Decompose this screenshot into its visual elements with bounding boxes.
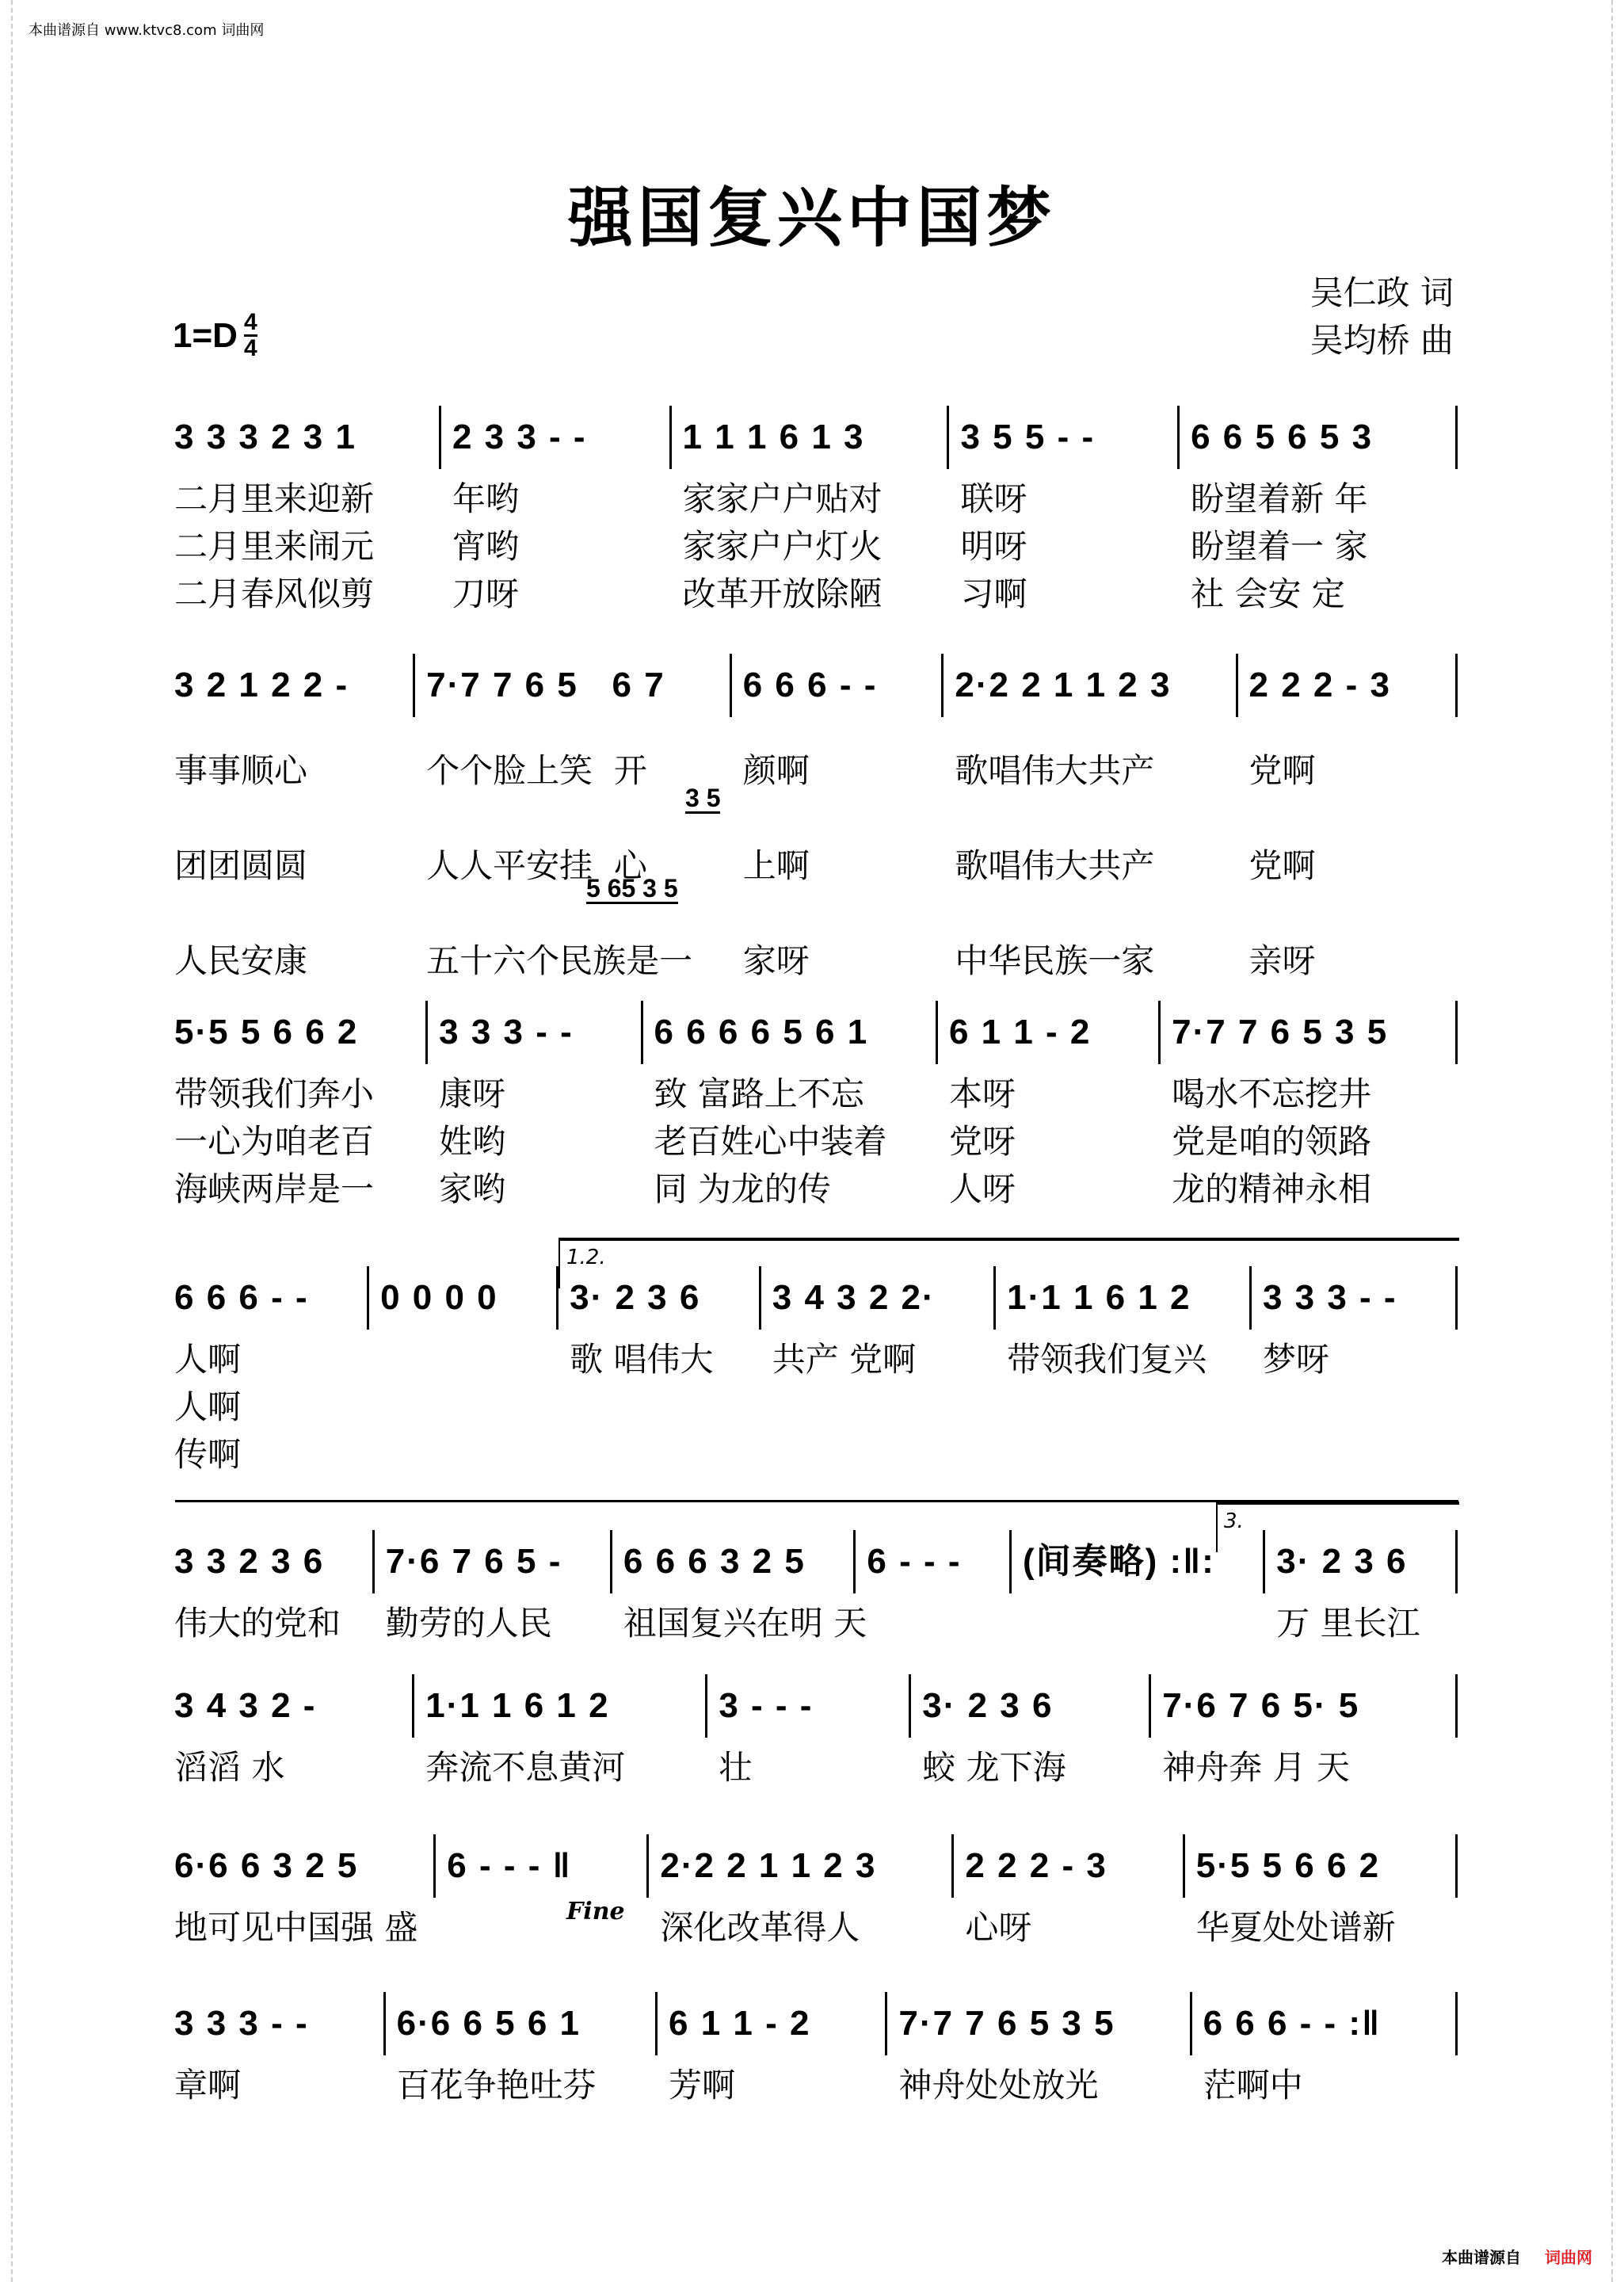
measure bbox=[887, 1992, 1191, 2105]
lyric-line-1: 蛟 龙下海 bbox=[922, 1748, 1066, 1787]
right-margin-border bbox=[1611, 0, 1613, 2282]
left-margin-border bbox=[11, 0, 13, 2282]
measure bbox=[1151, 1674, 1458, 1787]
lyrics-stack bbox=[452, 475, 519, 618]
measure-notes: 3· 2 3 6 bbox=[922, 1686, 1054, 1725]
footer-source: 本曲谱源自 bbox=[1442, 2248, 1521, 2267]
lyric-line-1: 深化改革得人 bbox=[660, 1908, 860, 1947]
lyric-line-1: 梦呀 bbox=[1262, 1340, 1329, 1379]
measure bbox=[672, 406, 950, 613]
lyrics-stack bbox=[1203, 2062, 1303, 2109]
lyrics-stack bbox=[1263, 1336, 1329, 1479]
measure-notes: 7·7 7 6 5 3 5 bbox=[898, 2004, 1115, 2043]
lyrics-stack bbox=[898, 2062, 1098, 2109]
measure-notes: 1 1 1 6 1 3 bbox=[682, 418, 865, 456]
lyric-line-1: 神舟奔 月 天 bbox=[1162, 1748, 1350, 1787]
lyric-line-2: 家家户户灯火 bbox=[682, 527, 883, 566]
lyrics-stack bbox=[1162, 1744, 1350, 1792]
lyric-line-1: 百花争艳吐芬 bbox=[396, 2066, 597, 2105]
lyrics-stack bbox=[1249, 723, 1316, 1009]
time-signature bbox=[244, 311, 257, 361]
lyrics-stack bbox=[772, 1336, 916, 1479]
lyric-line-1: 万 里长江 bbox=[1276, 1604, 1420, 1643]
lyric-line-3 bbox=[1007, 1431, 1207, 1479]
measure-notes: 2 3 3 - - bbox=[452, 418, 587, 456]
lyric-line-1: 致 富路上不忘 bbox=[654, 1074, 864, 1113]
lyric-line-3: 二月春风似剪 bbox=[174, 574, 375, 613]
lyrics-stack bbox=[570, 1336, 713, 1479]
measure bbox=[174, 1992, 386, 2105]
lyric-line-2: 党呀 bbox=[948, 1122, 1016, 1161]
measure bbox=[658, 1992, 887, 2105]
lyric-line-2: 一心为咱老百 bbox=[174, 1122, 375, 1161]
lyrics-stack bbox=[955, 723, 1154, 1009]
measure bbox=[1185, 1834, 1458, 1947]
lyric-line-1: 年哟 bbox=[452, 479, 519, 518]
lyric-line-1: 带领我们复兴 bbox=[1007, 1340, 1207, 1379]
measure-notes: 2 2 2 - 3 bbox=[1248, 666, 1391, 704]
lyrics-stack bbox=[960, 475, 1027, 618]
lyrics-stack bbox=[1172, 1070, 1371, 1213]
lyric-line-2 bbox=[772, 1383, 916, 1431]
lyrics-stack bbox=[683, 475, 883, 618]
measure-notes: 3· 2 3 6 bbox=[570, 1278, 701, 1317]
lyric-line-1: 本呀 bbox=[948, 1074, 1016, 1113]
measure bbox=[174, 1674, 414, 1787]
score-system bbox=[174, 1674, 1458, 1787]
lyric-line-3: 中华民族一家 bbox=[955, 941, 1155, 980]
lyric-line-1: 盼望着新 年 bbox=[1191, 479, 1368, 518]
measure-notes: 3· 2 3 6 bbox=[1276, 1542, 1408, 1581]
lyric-line-1: 勤劳的人民 bbox=[385, 1604, 552, 1643]
measure bbox=[707, 1674, 911, 1787]
volta-bracket bbox=[1216, 1502, 1459, 1552]
measure bbox=[954, 1834, 1184, 1947]
lyrics-stack bbox=[965, 1904, 1031, 1952]
lyric-line-1: 共产 党啊 bbox=[772, 1340, 917, 1379]
lyric-line-1: 喝水不忘挖井 bbox=[1172, 1074, 1372, 1113]
lyrics-stack bbox=[1191, 475, 1367, 618]
lyric-line-3: 改革开放除陋 bbox=[682, 574, 883, 613]
time-bottom: 4 bbox=[243, 335, 257, 361]
measure bbox=[436, 1834, 649, 1898]
measure-notes: 2·2 2 1 1 2 3 bbox=[660, 1846, 877, 1885]
lyric-line-1: 心呀 bbox=[965, 1908, 1032, 1947]
lyrics-stack bbox=[426, 723, 692, 1009]
lyrics-stack bbox=[1276, 1600, 1420, 1647]
lyric-line-2: 团团圆圆 bbox=[174, 846, 308, 885]
measure-notes: 3 4 3 2 - bbox=[174, 1686, 317, 1725]
lyrics-stack bbox=[719, 1744, 752, 1792]
measure-notes: 3 3 3 - - bbox=[174, 2004, 309, 2043]
lyrics-stack bbox=[439, 1070, 505, 1213]
key-label: 1=D bbox=[173, 315, 238, 355]
measure bbox=[414, 1674, 707, 1787]
measure bbox=[612, 1530, 867, 1643]
lyrics-stack bbox=[922, 1744, 1066, 1792]
lyrics-stack bbox=[174, 1904, 417, 1952]
measure bbox=[174, 406, 441, 613]
measure-notes: 7·7 7 6 5 3 5 bbox=[1172, 1013, 1389, 1051]
lyric-line-2: 党是咱的领路 bbox=[1172, 1122, 1372, 1161]
lyrics-stack bbox=[425, 1744, 625, 1792]
measure-notes: 0 0 0 0 bbox=[380, 1278, 498, 1317]
measure-notes: 6·6 6 5 6 1 bbox=[396, 2004, 581, 2043]
measure bbox=[649, 1834, 954, 1947]
measure bbox=[944, 654, 1237, 980]
fine-marker: Fine bbox=[566, 1898, 625, 1925]
measure-notes: 6 - - - ‖ bbox=[447, 1846, 572, 1885]
lyrics-stack bbox=[743, 723, 810, 1009]
lyric-line-2: 歌唱伟大共产 bbox=[955, 846, 1155, 885]
lyric-line-1: 滔滔 水 bbox=[174, 1748, 285, 1787]
measure-notes: 6·6 6 3 2 5 bbox=[174, 1846, 359, 1885]
volta-bracket bbox=[558, 1238, 1459, 1288]
lyric-line-1: 康呀 bbox=[439, 1074, 506, 1113]
lyric-line-2: 人啊 bbox=[174, 1387, 242, 1426]
lyric-line-3: 亲呀 bbox=[1248, 941, 1316, 980]
measure bbox=[174, 1001, 428, 1208]
measure bbox=[1238, 654, 1458, 980]
lyric-line-3: 家哟 bbox=[439, 1170, 506, 1208]
lyric-line-2: 姓哟 bbox=[439, 1122, 506, 1161]
measure bbox=[174, 654, 415, 980]
measure-notes: 6 6 6 - - :‖ bbox=[1203, 2004, 1381, 2043]
lyrics-stack bbox=[174, 475, 374, 618]
measure-notes: 1·1 1 6 1 2 bbox=[1007, 1278, 1191, 1317]
score-system bbox=[174, 1992, 1458, 2105]
variant-notes: 5 65 3 5 bbox=[586, 874, 678, 902]
lyric-line-1: 带领我们奔小 bbox=[174, 1074, 375, 1113]
lyrics-stack bbox=[174, 2062, 241, 2109]
credits bbox=[1310, 269, 1454, 364]
variant-notes: 3 5 bbox=[685, 784, 721, 812]
measure-notes: 3 3 3 - - bbox=[439, 1013, 574, 1051]
measure-notes: 3 5 5 - - bbox=[960, 418, 1096, 456]
lyric-line-1: 党啊 bbox=[1248, 751, 1316, 790]
lyrics-stack bbox=[386, 1600, 552, 1647]
measure-notes: 6 6 5 6 5 3 bbox=[1191, 418, 1374, 456]
lyric-line-1: 二月里来迎新 bbox=[174, 479, 375, 518]
lyric-line-1: 华夏处处谱新 bbox=[1195, 1908, 1396, 1947]
lyricist: 吴仁政 词 bbox=[1309, 273, 1454, 312]
measure bbox=[386, 1992, 658, 2105]
measure-notes: 5·5 5 6 6 2 bbox=[174, 1013, 359, 1051]
lyric-line-1: 颜啊 bbox=[742, 751, 810, 790]
lyrics-stack bbox=[623, 1600, 867, 1647]
measure bbox=[856, 1530, 1012, 1593]
footer bbox=[1442, 2245, 1592, 2268]
measure bbox=[949, 406, 1180, 613]
lyric-line-1: 祖国复兴在明 天 bbox=[623, 1604, 867, 1643]
lyric-line-1: 地可见中国强 盛 bbox=[174, 1908, 418, 1947]
measure-notes: (间奏略) :‖: bbox=[1023, 1542, 1215, 1581]
composer: 吴均桥 曲 bbox=[1309, 321, 1454, 360]
lyric-line-3: 社 会安 定 bbox=[1191, 574, 1345, 613]
measure-notes: 3 2 1 2 2 - bbox=[174, 666, 349, 704]
measure bbox=[938, 1001, 1161, 1208]
measure bbox=[643, 1001, 938, 1208]
measure-notes: 1·1 1 6 1 2 bbox=[425, 1686, 610, 1725]
measure-notes: 6 1 1 - 2 bbox=[948, 1013, 1092, 1051]
lyric-line-3: 同 为龙的传 bbox=[654, 1170, 831, 1208]
measure bbox=[1161, 1001, 1458, 1208]
lyric-line-2: 人人平安挂 心 bbox=[426, 846, 647, 885]
measure-notes: 7·7 7 6 5 6 7 bbox=[426, 666, 665, 704]
measure-notes: 6 6 6 3 2 5 bbox=[623, 1542, 806, 1581]
lyric-line-3: 海峡两岸是一 bbox=[174, 1170, 375, 1208]
lyric-line-3: 传啊 bbox=[174, 1435, 242, 1474]
lyric-line-3 bbox=[772, 1431, 916, 1479]
lyric-line-1: 事事顺心 bbox=[174, 751, 308, 790]
lyric-line-1: 壮 bbox=[719, 1748, 753, 1787]
lyric-line-2: 党啊 bbox=[1248, 846, 1316, 885]
lyrics-stack bbox=[174, 1600, 341, 1647]
lyric-line-3: 习啊 bbox=[960, 574, 1027, 613]
lyric-line-1: 伟大的党和 bbox=[174, 1604, 341, 1643]
measure-notes: 6 6 6 - - bbox=[174, 1278, 309, 1317]
lyric-line-3: 家呀 bbox=[742, 941, 810, 980]
measure-notes: 6 6 6 6 5 6 1 bbox=[654, 1013, 869, 1051]
lyric-line-2: 明呀 bbox=[960, 527, 1027, 566]
score-system bbox=[174, 1001, 1458, 1208]
measure-notes: 3 - - - bbox=[719, 1686, 814, 1725]
measure bbox=[428, 1001, 642, 1208]
measure bbox=[1180, 406, 1458, 613]
measure-notes: 3 4 3 2 2· bbox=[772, 1278, 936, 1317]
lyric-line-1: 茫啊中 bbox=[1203, 2066, 1303, 2105]
lyric-line-2 bbox=[1007, 1383, 1207, 1431]
lyric-line-1: 歌 唱伟大 bbox=[570, 1340, 714, 1379]
footer-site: 词曲网 bbox=[1545, 2248, 1592, 2267]
lyrics-stack bbox=[949, 1070, 1016, 1213]
measure-notes: 6 1 1 - 2 bbox=[669, 2004, 811, 2043]
measure-notes: 3 3 2 3 6 bbox=[174, 1542, 325, 1581]
measure-notes: 6 - - - bbox=[867, 1542, 962, 1581]
lyric-line-1: 奔流不息黄河 bbox=[425, 1748, 626, 1787]
lyric-line-3: 刀呀 bbox=[452, 574, 519, 613]
time-top: 4 bbox=[243, 309, 257, 335]
lyric-line-3: 龙的精神永相 bbox=[1172, 1170, 1372, 1208]
measure-notes: 7·6 7 6 5· 5 bbox=[1162, 1686, 1360, 1725]
lyrics-stack bbox=[174, 1336, 241, 1479]
measure bbox=[441, 406, 672, 613]
lyrics-stack bbox=[1196, 1904, 1396, 1952]
lyric-line-3: 五十六个民族是一 bbox=[426, 941, 693, 980]
lyric-line-1: 家家户户贴对 bbox=[682, 479, 883, 518]
lyric-line-1: 人啊 bbox=[174, 1340, 242, 1379]
lyrics-stack bbox=[397, 2062, 597, 2109]
lyric-line-1: 歌唱伟大共产 bbox=[955, 751, 1155, 790]
volta-label: 1.2. bbox=[566, 1246, 606, 1269]
lyrics-stack bbox=[1007, 1336, 1207, 1479]
lyric-line-3: 人民安康 bbox=[174, 941, 308, 980]
lyric-line-1: 芳啊 bbox=[669, 2066, 736, 2105]
measure-notes: 3 3 3 - - bbox=[1262, 1278, 1397, 1317]
lyrics-stack bbox=[174, 1070, 374, 1213]
measure-notes: 3 3 3 2 3 1 bbox=[174, 418, 356, 456]
measure-notes: 2·2 2 1 1 2 3 bbox=[955, 666, 1172, 704]
lyric-line-3: 人呀 bbox=[948, 1170, 1016, 1208]
measure bbox=[732, 654, 944, 980]
measure bbox=[369, 1266, 558, 1330]
song-title: 强国复兴中国梦 bbox=[567, 180, 1056, 256]
score-system bbox=[174, 406, 1458, 613]
measure bbox=[174, 1834, 436, 1947]
lyrics-stack bbox=[654, 1070, 887, 1213]
measure-notes: 5·5 5 6 6 2 bbox=[1195, 1846, 1381, 1885]
measure bbox=[1192, 1992, 1458, 2105]
lyrics-stack bbox=[669, 2062, 735, 2109]
lyric-line-1: 个个脸上笑 开 bbox=[426, 751, 647, 790]
lyric-line-1: 联呀 bbox=[960, 479, 1027, 518]
source-watermark: 本曲谱源自 www.ktvc8.com 词曲网 bbox=[29, 22, 265, 39]
lyrics-stack bbox=[174, 1744, 284, 1792]
measure-notes: 6 6 6 - - bbox=[742, 666, 878, 704]
lyric-line-2: 上啊 bbox=[742, 846, 810, 885]
lyric-line-2: 老百姓心中装着 bbox=[654, 1122, 887, 1161]
lyric-line-2: 二月里来闹元 bbox=[174, 527, 375, 566]
lyric-line-1: 章啊 bbox=[174, 2066, 242, 2105]
measure bbox=[174, 1266, 369, 1474]
measure bbox=[375, 1530, 612, 1643]
lyric-line-1: 神舟处处放光 bbox=[898, 2066, 1099, 2105]
measure-notes: 7·6 7 6 5 - bbox=[385, 1542, 562, 1581]
lyric-line-3 bbox=[1263, 1431, 1329, 1479]
key-signature bbox=[173, 311, 257, 361]
lyrics-stack bbox=[660, 1904, 860, 1952]
lyric-line-2: 盼望着一 家 bbox=[1191, 527, 1368, 566]
lyric-line-2: 宵哟 bbox=[452, 527, 519, 566]
measure bbox=[174, 1530, 375, 1643]
lyrics-stack bbox=[174, 723, 307, 1009]
lyric-line-2 bbox=[570, 1383, 713, 1431]
volta-label: 3. bbox=[1224, 1509, 1244, 1533]
lyric-line-3 bbox=[570, 1431, 713, 1479]
lyric-line-2 bbox=[1263, 1383, 1329, 1431]
measure-notes: 2 2 2 - 3 bbox=[965, 1846, 1107, 1885]
measure bbox=[911, 1674, 1151, 1787]
